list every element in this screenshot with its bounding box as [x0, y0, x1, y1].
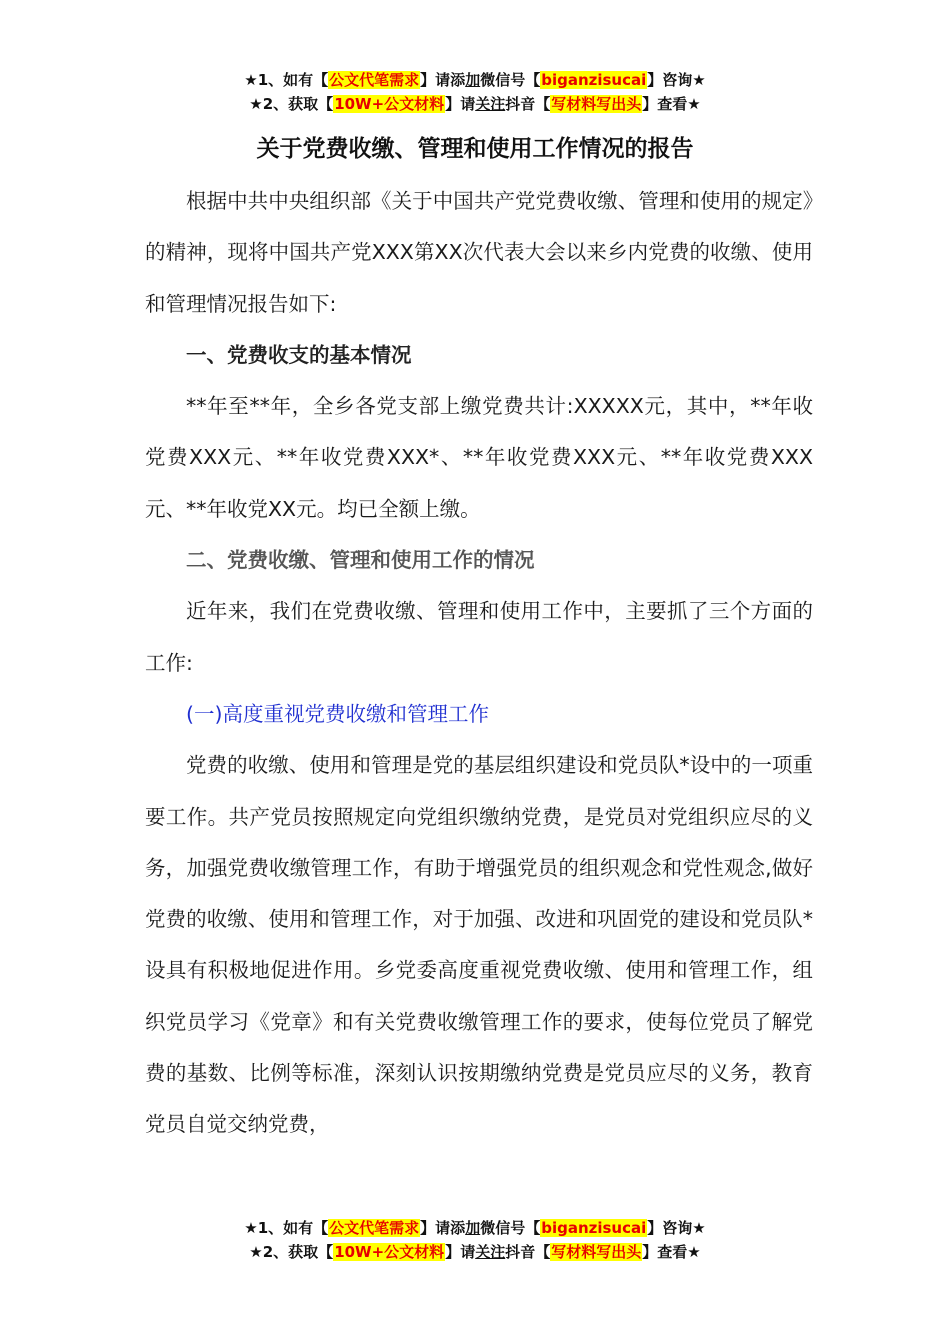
banner-underline: 加: [465, 1219, 481, 1237]
subsection-1-paragraph: 党费的收缴、使用和管理是党的基层组织建设和党员队*设中的一项重要工作。共产党员按照规定向党组织缴纳党费，是党员对党组织应尽的义务，加强党费收缴管理工作，有助于增强党员的组织观念和党性观念,做好党费的收缴、使用和管理工作，对于加强、改进和巩固党的建设和党员队*设具有积极地促进作用。乡党委高度重视党费收缴、使用和管理工作，组织党员学习《党章》和有关党费收缴管理工作的要求，使每位党员了解党费的基数、比例等标准，深刻认识按期缴纳党费是党员应尽的义务，教育党员自觉交纳党费，: [145, 753, 813, 1137]
banner-highlight: 公文代笔需求: [329, 71, 420, 89]
bottom-banner: [0, 1216, 950, 1264]
section-1-heading: 一、党费收支的基本情况: [186, 342, 412, 367]
banner-highlight: biganzisucai: [541, 1219, 647, 1237]
document-title: 关于党费收缴、管理和使用工作情况的报告: [256, 136, 694, 162]
banner-text: 】查看★: [642, 1243, 701, 1261]
banner-text: 】咨询★: [647, 71, 706, 89]
banner-text: ★2、获取【: [249, 95, 334, 113]
banner-text: 】请: [445, 95, 476, 113]
section-1-paragraph: **年至**年，全乡各党支部上缴党费共计:XXXXX元，其中，**年收党费XXX元、**年收党费XXX*、**年收党费XXX元、**年收党费XXX元、**年收党XX元。均已全额上缴。: [145, 394, 813, 521]
banner-line-2: [0, 1240, 950, 1264]
banner-highlight: 10W+公文材料: [334, 95, 445, 113]
banner-text: ★1、如有【: [244, 1219, 329, 1237]
banner-highlight: biganzisucai: [541, 71, 647, 89]
banner-highlight: 写材料写出头: [551, 1243, 642, 1261]
section-2-intro-paragraph: 近年来，我们在党费收缴、管理和使用工作中，主要抓了三个方面的工作:: [145, 599, 813, 675]
banner-text: 】请添: [420, 1219, 466, 1237]
banner-highlight: 写材料写出头: [551, 95, 642, 113]
banner-text: 】请添: [420, 71, 466, 89]
banner-underline: 关注: [475, 95, 506, 113]
banner-text: 微信号【: [480, 1219, 541, 1237]
banner-text: ★1、如有【: [244, 71, 329, 89]
banner-text: 】查看★: [642, 95, 701, 113]
banner-text: 抖音【: [505, 1243, 551, 1261]
subsection-1-heading: (一)高度重视党费收缴和管理工作: [186, 701, 489, 726]
top-banner: [0, 68, 950, 116]
banner-underline: 关注: [475, 1243, 506, 1261]
banner-highlight: 公文代笔需求: [329, 1219, 420, 1237]
document-body: [145, 176, 813, 1151]
banner-line-1: [0, 1216, 950, 1240]
banner-text: 】咨询★: [647, 1219, 706, 1237]
banner-line-1: [0, 68, 950, 92]
intro-paragraph: 根据中共中央组织部《关于中国共产党党费收缴、管理和使用的规定》的精神，现将中国共产党XXX第XX次代表大会以来乡内党费的收缴、使用和管理情况报告如下:: [145, 189, 813, 316]
banner-line-2: [0, 92, 950, 116]
banner-highlight: 10W+公文材料: [334, 1243, 445, 1261]
banner-text: ★2、获取【: [249, 1243, 334, 1261]
banner-underline: 加: [465, 71, 481, 89]
banner-text: 】请: [445, 1243, 476, 1261]
banner-text: 抖音【: [505, 95, 551, 113]
banner-text: 微信号【: [480, 71, 541, 89]
section-2-heading: 二、党费收缴、管理和使用工作的情况: [186, 548, 535, 573]
